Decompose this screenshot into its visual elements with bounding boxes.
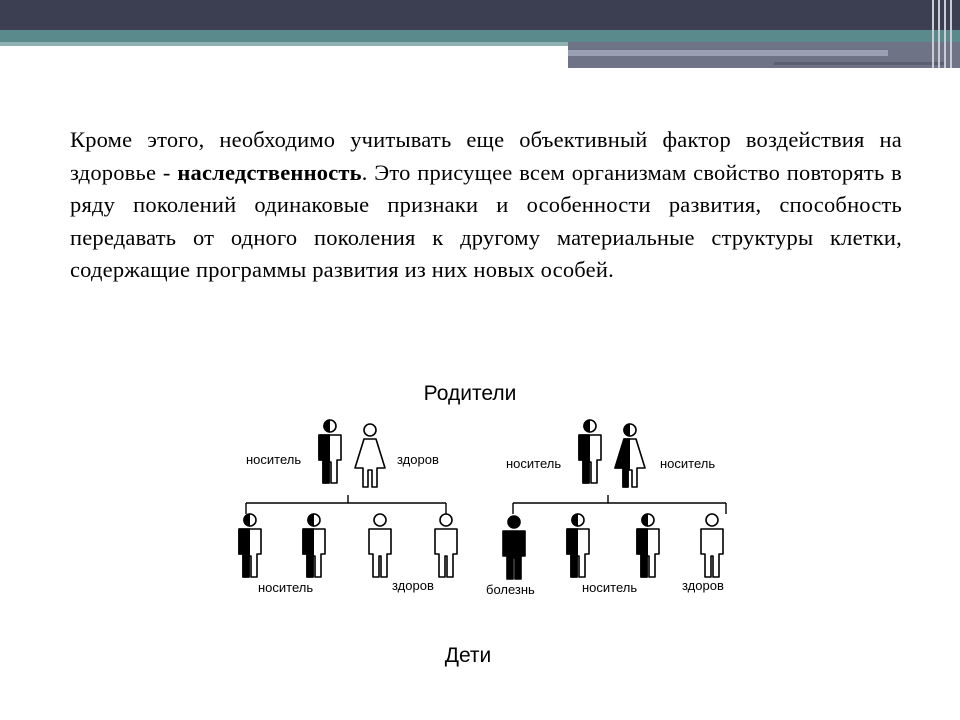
parents-title: Родители <box>423 382 517 405</box>
carrier-child-icon <box>637 514 659 577</box>
paragraph-bold-term: наследственность <box>177 159 362 185</box>
sick-child-icon <box>503 516 525 579</box>
header-bar-teal <box>0 30 960 42</box>
paragraph-text-end: . Это присущее всем организмам свойство повторять в ряду поколений одинаковые признаки и особенности развития, способность передавать от одного поколения к другому материальные структуры клетки, содержащие программы развития из них новых особей. <box>70 159 902 282</box>
carrier-father-icon <box>319 420 341 483</box>
carrier-child-icon <box>567 514 589 577</box>
children-title: Дети <box>444 644 492 667</box>
right-children-label-carrier: носитель <box>582 580 638 595</box>
left-children-label-healthy: здоров <box>392 578 434 593</box>
right-parent-label-carrier-mother: носитель <box>660 456 716 471</box>
carrier-mother-icon <box>615 424 645 487</box>
header-bar-right-highlight <box>568 50 888 56</box>
left-children-label-carrier: носитель <box>258 580 314 595</box>
tree-lines <box>246 495 726 514</box>
carrier-child-icon <box>239 514 261 577</box>
left-parent-label-healthy: здоров <box>397 452 439 467</box>
heredity-diagram <box>230 370 750 690</box>
paragraph-text-start: Кроме этого, необходимо учитывать еще объективный фактор воздействия на здоровье - <box>70 127 902 185</box>
right-parent-label-carrier-father: носитель <box>506 456 562 471</box>
body-paragraph <box>70 124 902 287</box>
carrier-child-icon <box>303 514 325 577</box>
right-children-label-disease: болезнь <box>486 582 535 597</box>
header-bar-dark <box>0 0 960 30</box>
left-parent-label-carrier: носитель <box>246 452 302 467</box>
healthy-child-icon <box>701 514 723 577</box>
healthy-child-icon <box>435 514 457 577</box>
right-children-label-healthy: здоров <box>682 578 724 593</box>
header-bar-right-line <box>774 62 944 65</box>
healthy-mother-icon <box>355 424 385 487</box>
carrier-father-icon <box>579 420 601 483</box>
header-stripes <box>928 0 960 68</box>
healthy-child-icon <box>369 514 391 577</box>
